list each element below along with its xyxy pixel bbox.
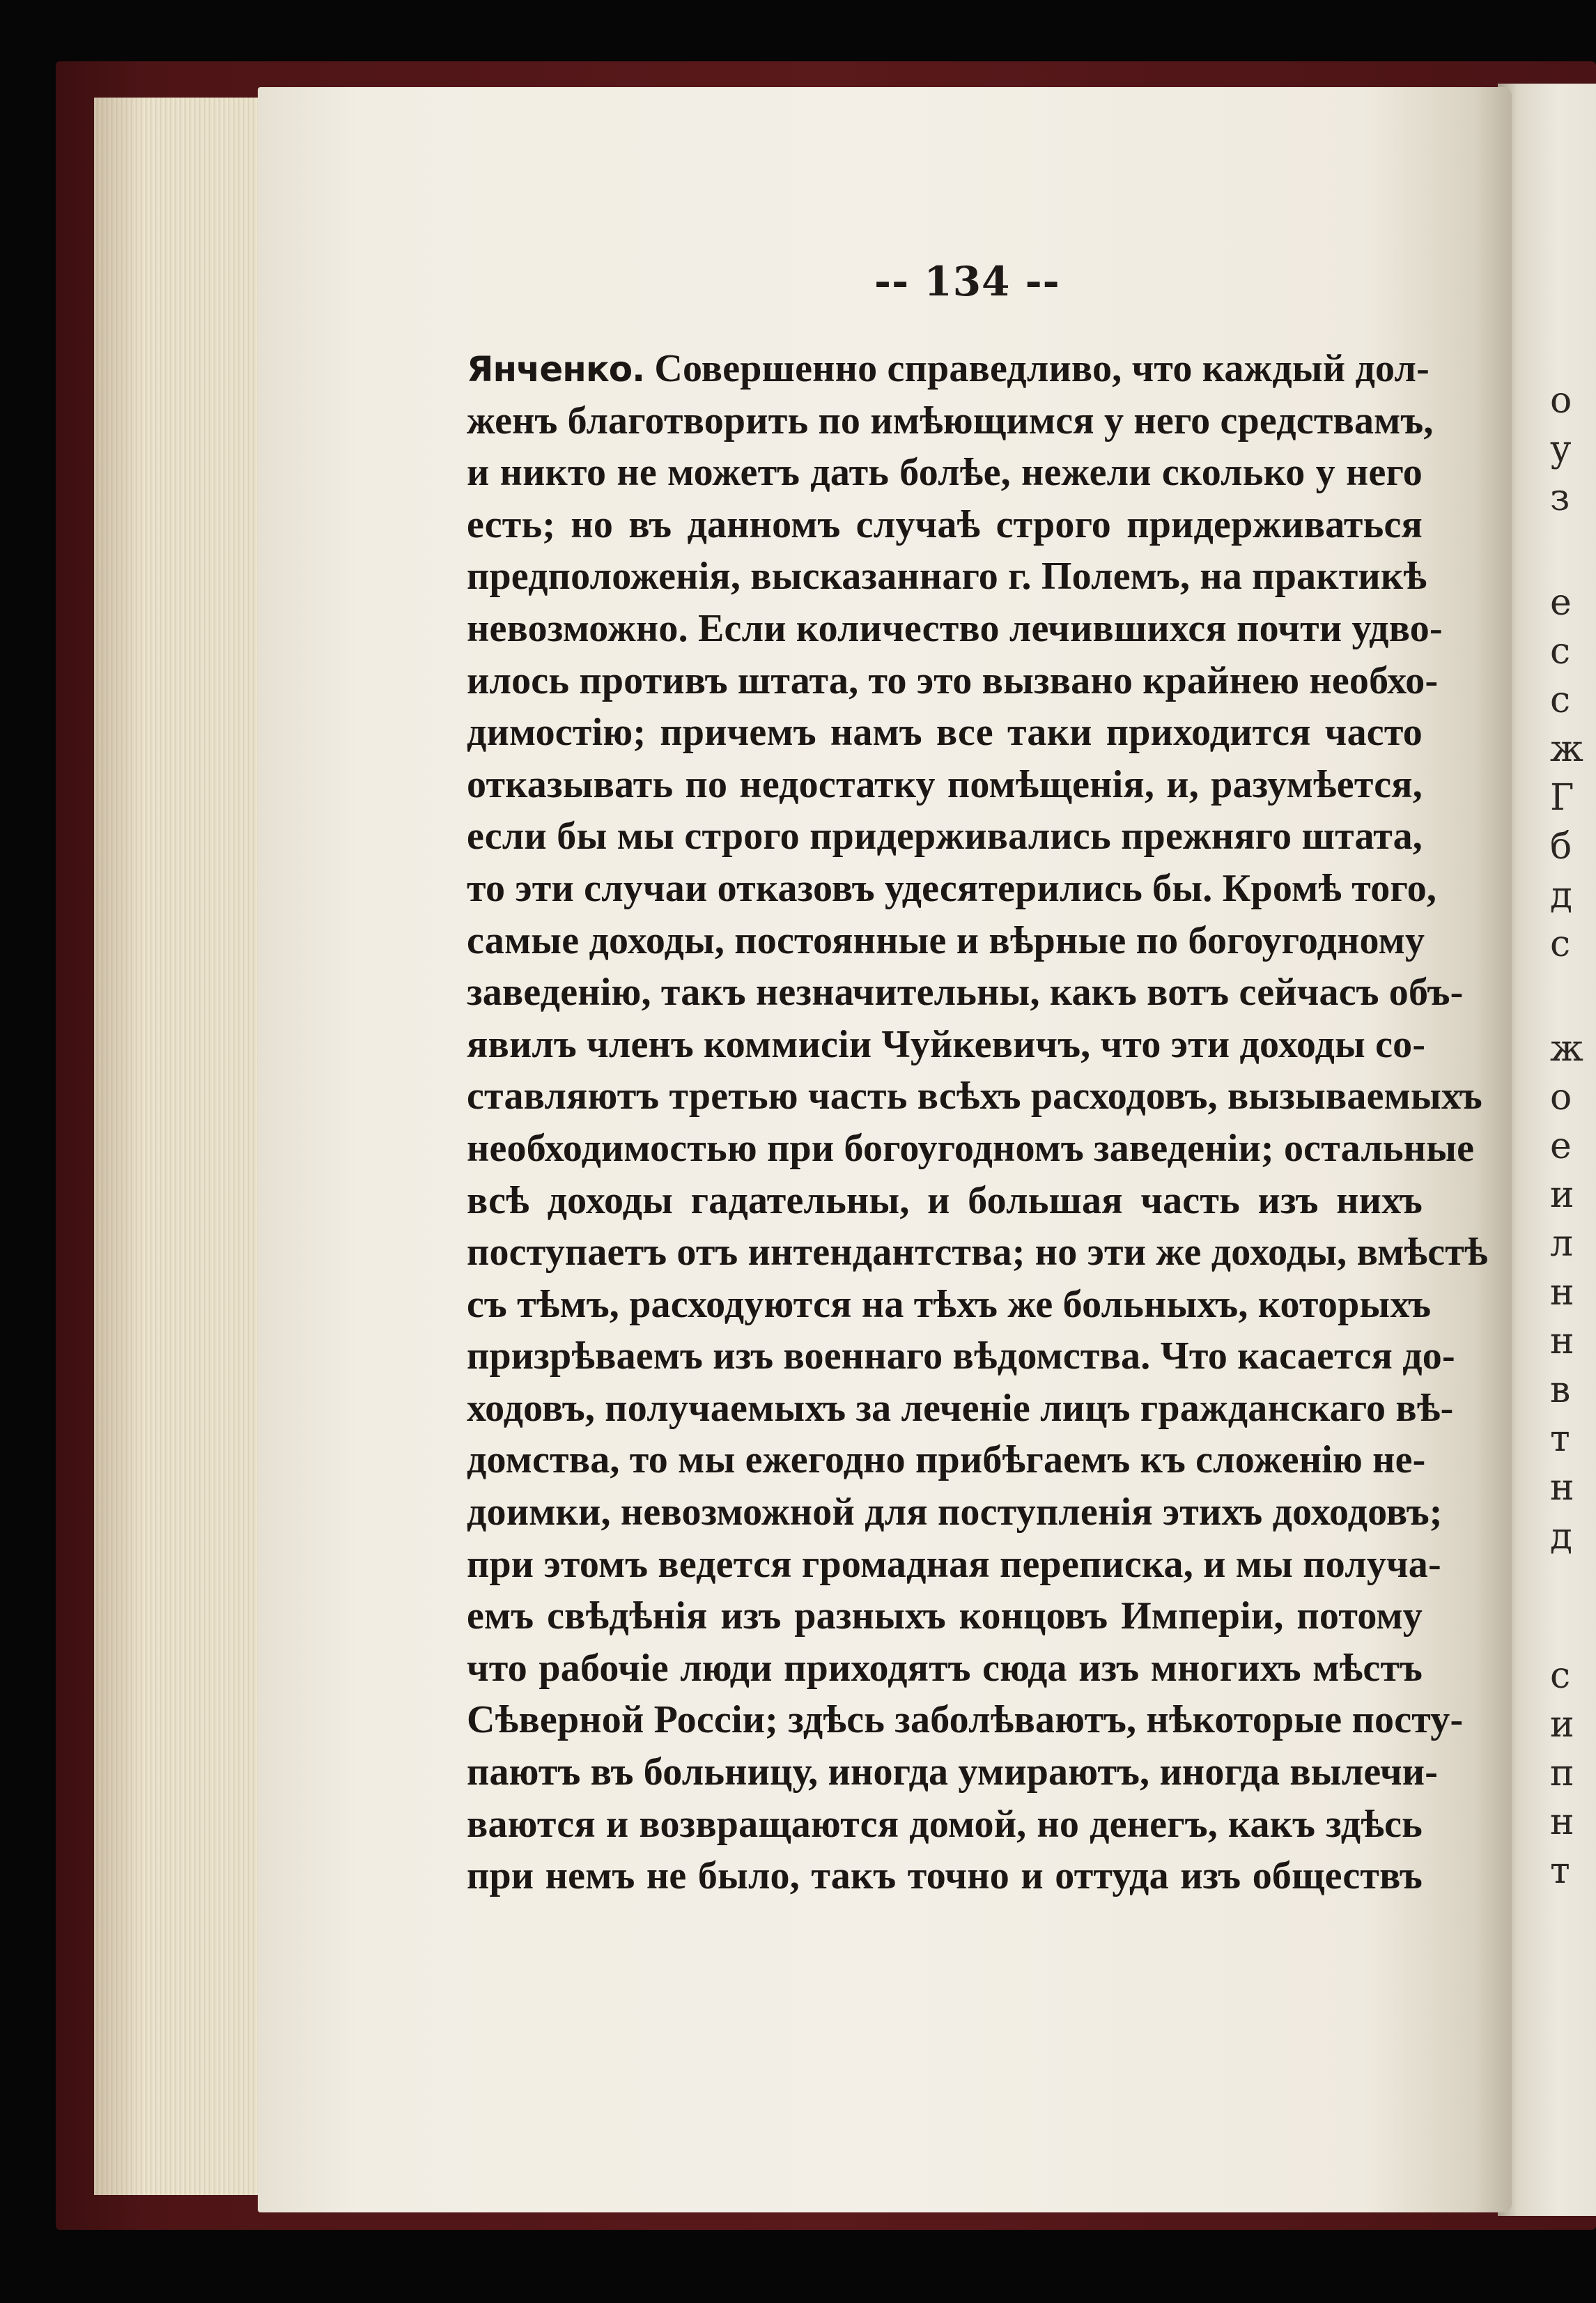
text-line: ваются и возвращаются домой, но денегъ, какъ здѣсь: [467, 1802, 1423, 1846]
fragment: с: [1550, 1655, 1571, 1697]
fragment: с: [1550, 679, 1571, 721]
fragment: о: [1550, 1077, 1572, 1118]
fragment: с: [1550, 923, 1571, 965]
text-line: при немъ не было, такъ точно и оттуда изъ обществъ: [467, 1854, 1423, 1898]
text-line: женъ благотворить по имѣющимся у него средствамъ,: [467, 399, 1434, 442]
fragment: з: [1550, 477, 1570, 519]
fragment: н: [1550, 1272, 1574, 1314]
text-line: съ тѣмъ, расходуются на тѣхъ же больныхъ, которыхъ: [467, 1282, 1432, 1326]
fragment: и: [1550, 1174, 1574, 1216]
fragment: н: [1550, 1467, 1574, 1509]
fragment: и: [1550, 1704, 1574, 1746]
fragment: у: [1550, 429, 1572, 470]
text-line: димостію; причемъ намъ все таки приходится часто: [467, 711, 1423, 755]
fragment: б: [1550, 826, 1572, 868]
fragment: н: [1550, 1320, 1574, 1362]
text-line: явилъ членъ коммисіи Чуйкевичъ, что эти доходы со-: [467, 1022, 1426, 1066]
fragment: в: [1550, 1369, 1571, 1411]
text-line: есть; но въ данномъ случаѣ строго придерживаться: [467, 502, 1423, 546]
text-line: отказывать по недостатку помѣщенія, и, разумѣется,: [467, 762, 1423, 806]
page-number: -- 134 --: [874, 258, 1060, 305]
fragment: ж: [1550, 728, 1583, 770]
text-line: [467, 343, 1430, 395]
text-line: ходовъ, получаемыхъ за леченіе лицъ гражданскаго вѣ-: [467, 1386, 1454, 1430]
fragment: д: [1550, 875, 1573, 916]
fragment: Г: [1550, 777, 1574, 819]
line-text: Совершенно справедливо, что каждый дол-: [654, 347, 1430, 390]
page-body-text: [467, 343, 1488, 1902]
text-line: емъ свѣдѣнія изъ разныхъ концовъ Имперіи, потому: [467, 1594, 1423, 1638]
fragment: т: [1550, 1850, 1570, 1892]
fragment: т: [1550, 1418, 1570, 1460]
text-line: доимки, невозможной для поступленія этихъ доходовъ;: [467, 1491, 1443, 1534]
fragment: с: [1550, 631, 1571, 672]
text-line: необходимостью при богоугодномъ заведеніи; остальные: [467, 1126, 1475, 1170]
page-block-edges: [94, 98, 263, 2195]
fragment: н: [1550, 1801, 1574, 1843]
text-line: невозможно. Если количество лечившихся почти удво-: [467, 606, 1443, 650]
text-line: предположенія, высказаннаго г. Полемъ, на практикѣ: [467, 555, 1427, 599]
text-line: Сѣверной Россіи; здѣсь заболѣваютъ, нѣкоторые посту-: [467, 1698, 1464, 1742]
text-line: всѣ доходы гадательны, и большая часть изъ нихъ: [467, 1178, 1423, 1222]
facing-page-text-fragments: [1550, 0, 1596, 2303]
text-line: при этомъ ведется громадная переписка, и мы получа-: [467, 1542, 1441, 1586]
fragment: ж: [1550, 1028, 1583, 1070]
fragment: о: [1550, 380, 1572, 422]
text-line: что рабочіе люди приходятъ сюда изъ многихъ мѣстъ: [467, 1646, 1423, 1690]
text-line: призрѣваемъ изъ военнаго вѣдомства. Что касается до-: [467, 1334, 1455, 1378]
fragment: е: [1550, 1125, 1572, 1167]
text-line: и никто не можетъ дать болѣе, нежели сколько у него: [467, 451, 1423, 495]
fragment: л: [1550, 1223, 1574, 1265]
text-line: ставляютъ третью часть всѣхъ расходовъ, вызываемыхъ: [467, 1075, 1482, 1118]
speaker-name: Янченко.: [467, 349, 645, 390]
text-line: поступаетъ отъ интендантства; но эти же доходы, вмѣстѣ: [467, 1231, 1488, 1274]
text-line: если бы мы строго придерживались прежняго штата,: [467, 815, 1423, 858]
text-line: паютъ въ больницу, иногда умираютъ, иногда вылечи-: [467, 1750, 1439, 1794]
fragment: д: [1550, 1516, 1573, 1557]
text-line: самые доходы, постоянные и вѣрные по богоугодному: [467, 918, 1425, 962]
fragment: п: [1550, 1753, 1574, 1794]
fragment: е: [1550, 582, 1572, 624]
text-line: домства, то мы ежегодно прибѣгаемъ къ сложенію не-: [467, 1438, 1426, 1482]
text-line: заведенію, такъ незначительны, какъ вотъ сейчасъ объ-: [467, 971, 1464, 1015]
text-line: то эти случаи отказовъ удесятерились бы. Кромѣ того,: [467, 866, 1437, 910]
text-line: илось противъ штата, то это вызвано крайнею необхо-: [467, 658, 1439, 702]
